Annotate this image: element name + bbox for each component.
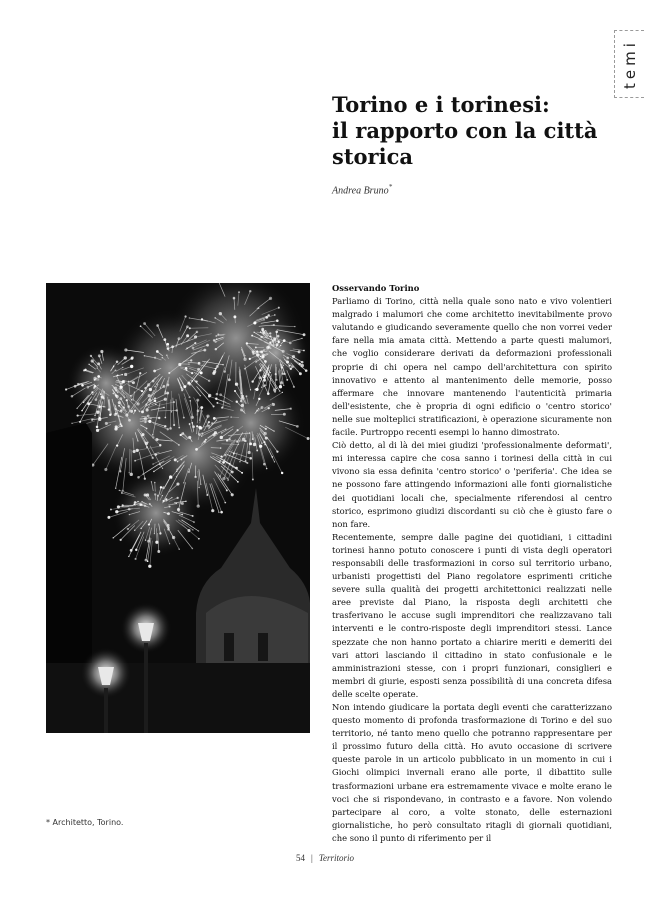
magazine-name: Territorio <box>318 853 354 863</box>
title-line-3: storica <box>332 144 413 169</box>
author-name: Andrea Bruno <box>332 185 389 197</box>
title-line-1: Torino e i torinesi: <box>332 92 550 117</box>
article-title <box>332 92 612 170</box>
article-body <box>332 282 612 845</box>
article-paragraph: Recentemente, sempre dalle pagine dei quotidiani, i cittadini torinesi hanno potuto conoscere i punti di vista degli operatori responsabili delle trasformazioni in corso sul territorio urbano, urbanisti progettisti del Piano regolatore esprimenti critiche severe sulla qualità dei progetti architettonici realizzati nelle aree previste dal Piano, la risposta degli architetti che trasferivano le accuse sugli imprenditori che realizzavano tali interventi e le contro-risposte degli imprenditori stessi. Lance spezzate che non hanno portato a chiarire meriti e demeriti dei vari attori lasciando il cittadino in stato confusionale e le amministrazioni stesse, con i propri funzionari, consiglieri e membri di giurie, esposti senza possibilità di una concreta difesa delle scelte operate. <box>332 531 612 699</box>
fireworks-image <box>46 283 310 733</box>
section-tab <box>614 30 644 98</box>
footer-separator: | <box>311 853 313 863</box>
title-line-2: il rapporto con la città <box>332 118 598 143</box>
article-paragraph: Parliamo di Torino, città nella quale sono nato e vivo volentieri malgrado i malumori che come architetto inevitabilmente provo valutando e giudicando severamente quello che non vorrei veder fare nella mia amata città. Mettendo a parte questi malumori, che voglio considerare derivati da deformazioni professionali proprie di chi opera nel campo dell'architettura con spirito innovativo e attento al mantenimento delle memorie, posso affermare che innovare mantenendo l'autenticità primaria dell'esistente, che è propria di ogni edificio o 'centro storico' nelle sue molteplici stratificazioni, è operazione sicuramente non facile. Purtroppo recenti esempi lo hanno dimostrato. <box>332 296 612 438</box>
page-footer <box>0 853 650 863</box>
author-footnote-mark: * <box>388 183 393 191</box>
author-byline <box>332 183 392 196</box>
page-number: 54 <box>296 853 305 863</box>
section-heading: Osservando Torino <box>332 283 420 293</box>
article-paragraph: Ciò detto, al di là dei miei giudizi 'professionalmente deformati', mi interessa capire che cosa sanno i torinesi della città in cui vivono sia essa definita 'centro storico' o 'periferia'. Che idea se ne possono fare attingendo informazioni alle fonti giornalistiche dei quotidiani locali che, specialmente riferendosi al centro storico, esprimono giudizi discordanti su ciò che è giusto fare o non fare. <box>332 440 612 529</box>
author-footnote: * Architetto, Torino. <box>46 818 124 827</box>
article-paragraph: Non intendo giudicare la portata degli eventi che caratterizzano questo momento di profonda trasformazione di Torino e del suo territorio, né tanto meno quello che potranno rappresentare per il prossimo futuro della città. Ho avuto occasione di scrivere queste parole in un articolo pubblicato in un momento in cui i Giochi olimpici invernali erano alle porte, il dibattito sulle trasformazioni urbane era estremamente vivace e molte erano le voci che si rispondevano, in contrasto e a favore. Non volendo partecipare al coro, a volte stonato, delle esternazioni giornalistiche, ho però consultato ritagli di giornali quotidiani, che sono il punto di riferimento per il <box>332 702 612 843</box>
fireworks-photo <box>46 283 310 733</box>
section-tab-label: temi <box>620 39 639 89</box>
